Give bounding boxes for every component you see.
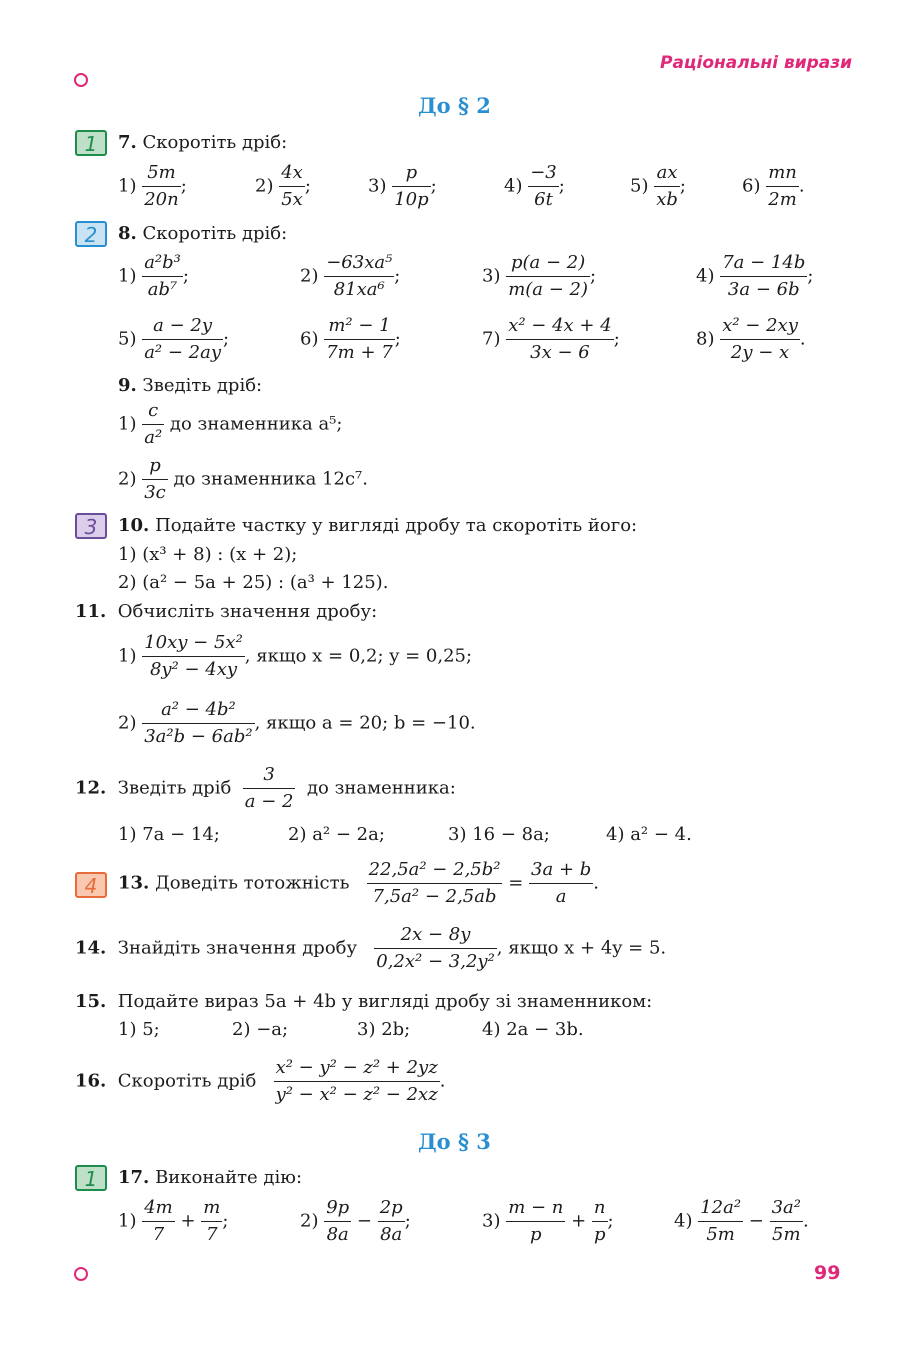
problem-7-item: 1) $\frac{5m}{20n}$ ; (118, 160, 187, 213)
level-badge-4: 4 (75, 872, 107, 898)
fraction: $\frac{\text{x² − 4x + 4}}{3x - 6}$ (506, 313, 613, 366)
item-label: 4) (504, 175, 529, 197)
footer-rule (70, 1264, 770, 1284)
problem-7-item: 4) $\frac{-3}{6t}$ ; (504, 160, 565, 213)
problem-17-item: 1) $\frac{4m}{7}$ + $\frac{m}{7}$ ; (118, 1195, 228, 1248)
fraction: $\frac{\text{m² − 1}}{7m + 7}$ (324, 313, 395, 366)
fraction: $\frac{5m}{20n}$ (142, 160, 181, 213)
problem-8-item: 3) $\frac{p(a - 2)}{m(a - 2)}$ ; (482, 250, 596, 303)
problem-8-item: 4) $\frac{7a - 14b}{3a - 6b}$ ; (696, 250, 813, 303)
item-label: 8) (696, 328, 721, 350)
item-label: 5) (118, 328, 143, 350)
item-label: 4) (696, 265, 721, 287)
problem-12-item-3: 3) 16 − 8a; (448, 824, 550, 845)
problem-11-item-1: 1) $\frac{\text{10xy − 5x²}}{\text{8y² − 4xy}}$ , якщо x = 0,2; y = 0,25; (118, 630, 472, 683)
item-label: 2) (255, 175, 280, 197)
level-badge-3: 3 (75, 513, 107, 539)
problem-12-heading: 12. Зведіть дріб $\frac{3}{a - 2}$ до знаменника: (75, 762, 456, 815)
fraction: $\frac{p}{10p}$ (392, 160, 430, 213)
problem-7-item: 5) $\frac{ax}{xb}$ ; (630, 160, 686, 213)
problem-10-heading: 10. Подайте частку у вигляді дробу та скоротіть його: (118, 515, 638, 536)
item-label: 3) (482, 265, 507, 287)
item-label: 3) (368, 175, 393, 197)
item-label: 5) (630, 175, 655, 197)
fraction: $\frac{\text{3a²}}{5m}$ (770, 1195, 803, 1248)
problem-15-item-3: 3) 2b; (357, 1019, 411, 1040)
problem-14: 14. Знайдіть значення дробу $\frac{2x - 8y}{\text{0,2x² − 3,2y²}}$ , якщо x + 4y = 5. (75, 922, 666, 975)
fraction: $\frac{mn}{2m}$ (766, 160, 799, 213)
fraction: $\frac{-3}{6t}$ (528, 160, 559, 213)
problem-7-item: 6) $\frac{mn}{2m}$ . (742, 160, 805, 213)
fraction: $\frac{4x}{5x}$ (279, 160, 305, 213)
problem-17-item: 4) $\frac{\text{12a²}}{5m}$ − $\frac{\text{3a²}}{5m}$ . (674, 1195, 809, 1248)
problem-9-item-2: 2) $\frac{p}{3c}$ до знаменника 12c⁷. (118, 453, 368, 506)
problem-8-item: 1) $\frac{\text{a²b³}}{\text{ab⁷}}$ ; (118, 250, 189, 303)
fraction: $\frac{ax}{xb}$ (654, 160, 680, 213)
problem-15-item-4: 4) 2a − 3b. (482, 1019, 584, 1040)
fraction: $\frac{n}{p}$ (592, 1195, 608, 1248)
problem-10-item-2: 2) (a² − 5a + 25) : (a³ + 125). (118, 572, 389, 593)
problem-15-heading: 15. Подайте вираз 5a + 4b у вигляді дробу зі знаменником: (75, 991, 653, 1012)
problem-8-item: 6) $\frac{\text{m² − 1}}{7m + 7}$ ; (300, 313, 401, 366)
item-label: 7) (482, 328, 507, 350)
problem-15-item-2: 2) −a; (232, 1019, 289, 1040)
problem-8-item: 5) $\frac{a - 2y}{\text{a² − 2ay}}$ ; (118, 313, 229, 366)
problem-11-heading: 11. Обчисліть значення дробу: (75, 601, 378, 622)
problem-10-item-1: 1) (x³ + 8) : (x + 2); (118, 544, 298, 565)
problem-8-item: 7) $\frac{\text{x² − 4x + 4}}{3x - 6}$ ; (482, 313, 620, 366)
problem-7-item: 2) $\frac{4x}{5x}$ ; (255, 160, 311, 213)
section-heading-2: До § 2 (418, 93, 491, 118)
problem-9-item-1: 1) $\frac{c}{\text{a²}}$ до знаменника a⁵; (118, 398, 342, 451)
level-badge-2: 2 (75, 221, 107, 247)
problem-15-item-1: 1) 5; (118, 1019, 160, 1040)
problem-8-item: 8) $\frac{\text{x² − 2xy}}{2y - x}$ . (696, 313, 806, 366)
fraction: $\frac{9p}{8a}$ (324, 1195, 351, 1248)
fraction: $\frac{p(a - 2)}{m(a - 2)}$ (506, 250, 590, 303)
level-badge-1-second: 1 (75, 1165, 107, 1191)
running-header-title: Раціональні вирази (660, 53, 853, 73)
problem-11-item-2: 2) $\frac{\text{a² − 4b²}}{\text{3a²b − 6ab²}}$ , якщо a = 20; b = −10. (118, 697, 476, 750)
fraction: $\frac{7a - 14b}{3a - 6b}$ (720, 250, 807, 303)
fraction: $\frac{\text{−63xa⁵}}{\text{81xa⁶}}$ (324, 250, 394, 303)
level-badge-1: 1 (75, 130, 107, 156)
problem-7-heading: 7. Скоротіть дріб: (118, 132, 288, 153)
fraction: $\frac{\text{a²b³}}{\text{ab⁷}}$ (142, 250, 183, 303)
problem-8-item: 2) $\frac{\text{−63xa⁵}}{\text{81xa⁶}}$ ; (300, 250, 400, 303)
fraction: $\frac{2p}{8a}$ (378, 1195, 405, 1248)
item-label: 1) (118, 175, 143, 197)
fraction: $\frac{\text{12a²}}{5m}$ (698, 1195, 743, 1248)
section-heading-3: До § 3 (418, 1129, 491, 1154)
problem-17-item: 3) $\frac{m - n}{p}$ + $\frac{n}{p}$ ; (482, 1195, 614, 1248)
fraction: $\frac{m - n}{p}$ (506, 1195, 565, 1248)
problem-9-heading: 9. Зведіть дріб: (118, 375, 263, 396)
problem-7-item: 3) $\frac{p}{10p}$ ; (368, 160, 437, 213)
problem-8-heading: 8. Скоротіть дріб: (118, 223, 288, 244)
fraction: $\frac{m}{7}$ (201, 1195, 222, 1248)
problem-17-heading: 17. Виконайте дію: (118, 1167, 303, 1188)
page-number: 99 (814, 1262, 841, 1284)
item-label: 1) (118, 265, 143, 287)
problem-17-item: 2) $\frac{9p}{8a}$ − $\frac{2p}{8a}$ ; (300, 1195, 411, 1248)
item-label: 6) (742, 175, 767, 197)
fraction: $\frac{a - 2y}{\text{a² − 2ay}}$ (142, 313, 223, 366)
problem-16: 16. Скоротіть дріб $\frac{\text{x² − y² − z² + 2yz}}{\text{y² − x² − z² − 2xz}}$ . (75, 1055, 445, 1108)
problem-12-item-4: 4) a² − 4. (606, 824, 692, 845)
problem-12-item-2: 2) a² − 2a; (288, 824, 385, 845)
header-rule (70, 70, 845, 90)
fraction: $\frac{4m}{7}$ (142, 1195, 175, 1248)
problem-13: 13. Доведіть тотожність $\frac{\text{22,5a² − 2,5b²}}{\text{7,5a² − 2,5ab}}$ = $\frac{3a + b}{a}$ . (118, 857, 599, 910)
item-label: 6) (300, 328, 325, 350)
problem-12-item-1: 1) 7a − 14; (118, 824, 220, 845)
item-label: 2) (300, 265, 325, 287)
fraction: $\frac{\text{x² − 2xy}}{2y - x}$ (720, 313, 800, 366)
